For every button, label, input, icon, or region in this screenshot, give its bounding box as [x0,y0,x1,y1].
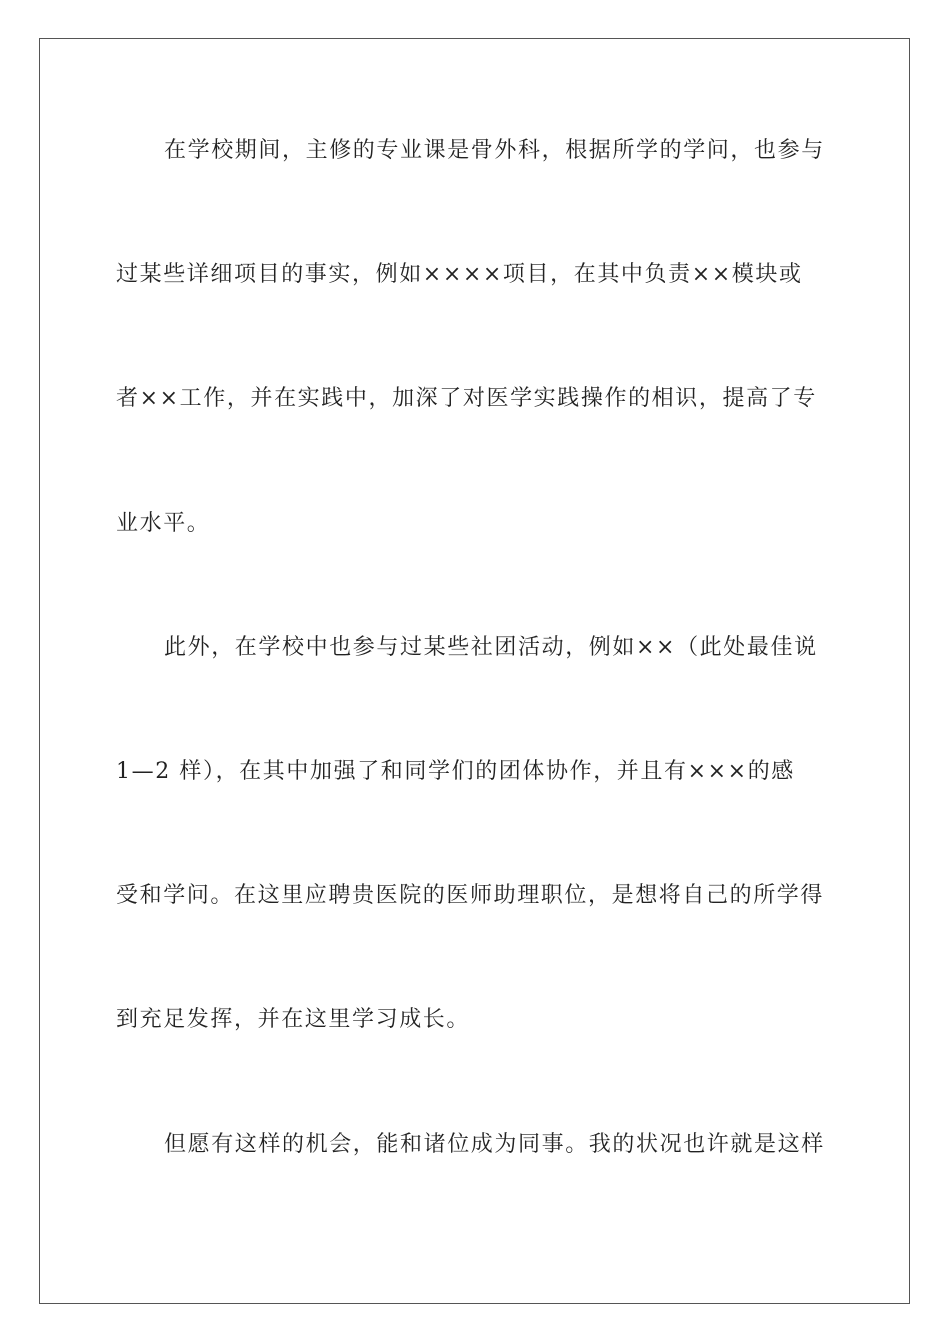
paragraph-2-line-3: 受和学问。在这里应聘贵医院的医师助理职位，是想将自己的所学得 [116,883,825,908]
paragraph-2-line-4: 到充足发挥，并在这里学习成长。 [116,1007,471,1032]
paragraph-2-line-2: 1—2 样），在其中加强了和同学们的团体协作，并且有×××的感 [116,759,795,784]
paragraph-1-line-4: 业水平。 [116,511,211,536]
paragraph-2-line-1: 此外，在学校中也参与过某些社团活动，例如××（此处最佳说 [164,635,818,660]
paragraph-3-line-1: 但愿有这样的机会，能和诸位成为同事。我的状况也许就是这样 [164,1132,825,1157]
paragraph-1-line-3: 者××工作，并在实践中，加深了对医学实践操作的相识，提高了专 [116,386,817,411]
page-border [39,38,910,1304]
paragraph-1-line-1: 在学校期间，主修的专业课是骨外科，根据所学的学问，也参与 [164,138,825,163]
paragraph-1-line-2: 过某些详细项目的事实，例如××××项目，在其中负责××模块或 [116,262,803,287]
